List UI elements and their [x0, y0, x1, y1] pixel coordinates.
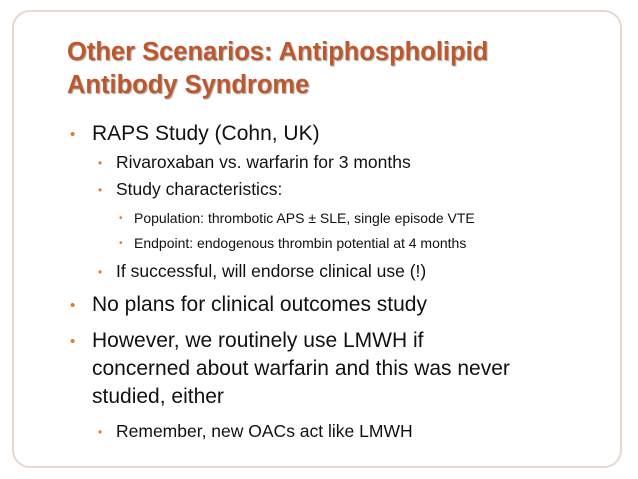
- bullet-continuation: [92, 355, 510, 382]
- bullet-icon: •: [98, 265, 103, 279]
- bullet-text: concerned about warfarin and this was never: [92, 357, 510, 380]
- bullet-text: No plans for clinical outcomes study: [92, 293, 427, 316]
- bullet-item: [98, 420, 413, 443]
- bullet-item: [98, 260, 427, 283]
- bullet-item: [119, 209, 475, 228]
- title-line-2: Antibody Syndrome: [67, 71, 310, 99]
- bullet-item: [98, 178, 283, 201]
- bullet-text: studied, either: [92, 385, 224, 408]
- bullet-icon: •: [70, 126, 76, 143]
- bullet-icon: •: [70, 333, 76, 350]
- bullet-text: Rivaroxaban vs. warfarin for 3 months: [116, 152, 411, 172]
- bullet-icon: •: [98, 183, 103, 197]
- bullet-item: [70, 291, 427, 318]
- bullet-icon: •: [98, 156, 103, 170]
- bullet-item: [119, 234, 467, 253]
- bullet-text: RAPS Study (Cohn, UK): [92, 122, 320, 145]
- bullet-icon: •: [119, 213, 123, 224]
- bullet-text: Study characteristics:: [116, 179, 283, 199]
- bullet-text: Population: thrombotic APS ± SLE, single episode VTE: [134, 210, 475, 226]
- bullet-icon: •: [98, 425, 103, 439]
- bullet-item: [70, 120, 320, 147]
- bullet-text: Remember, new OACs act like LMWH: [116, 421, 413, 441]
- bullet-continuation: [92, 383, 224, 410]
- bullet-icon: •: [119, 238, 123, 249]
- bullet-icon: •: [70, 297, 76, 314]
- bullet-text: However, we routinely use LMWH if: [92, 329, 424, 352]
- bullet-item: [70, 327, 424, 354]
- bullet-text: Endpoint: endogenous thrombin potential at 4 months: [134, 235, 467, 251]
- bullet-text: If successful, will endorse clinical use (!): [116, 261, 427, 281]
- bullet-item: [98, 151, 411, 174]
- title-line-1: Other Scenarios: Antiphospholipid: [67, 38, 489, 66]
